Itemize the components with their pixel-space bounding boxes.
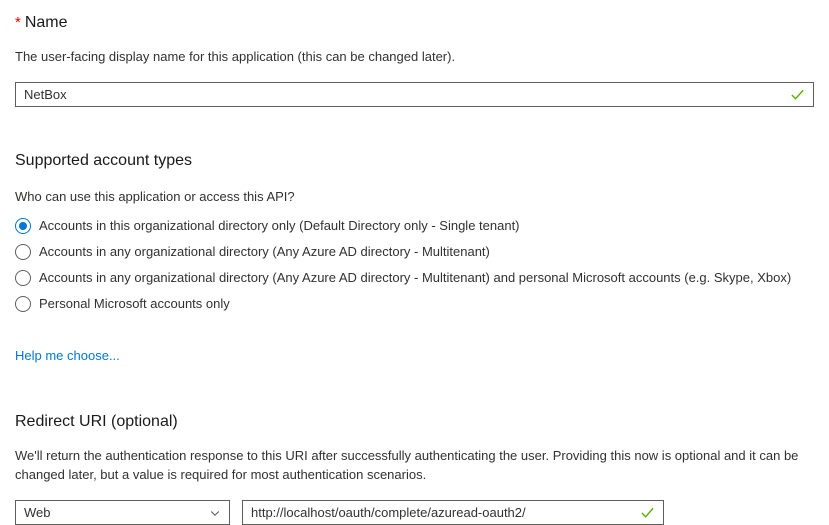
checkmark-icon [640, 505, 663, 520]
radio-option-label: Accounts in any organizational directory (Any Azure AD directory - Multitenant) [39, 244, 490, 259]
name-section-title [15, 12, 814, 33]
redirect-uri-input[interactable] [243, 501, 640, 524]
radio-button-icon[interactable] [15, 244, 31, 260]
redirect-uri-description: We'll return the authentication response to this URI after successfully authenticating the user. Providing this now is optional and it can be changed later, but a value is required for most authentication scenarios. [15, 448, 799, 482]
help-me-choose-link[interactable]: Help me choose... [15, 348, 120, 363]
redirect-uri-input-container [242, 500, 664, 525]
radio-button-icon[interactable] [15, 296, 31, 312]
section-spacer [15, 107, 814, 150]
radio-button-icon[interactable] [15, 270, 31, 286]
radio-option-multitenant[interactable] [15, 244, 814, 260]
required-asterisk: * [15, 14, 21, 31]
radio-option-personal-only[interactable] [15, 296, 814, 312]
platform-select-dropdown[interactable] [15, 500, 230, 525]
radio-option-multitenant-personal[interactable] [15, 270, 814, 286]
name-input-container [15, 82, 814, 107]
account-types-question: Who can use this application or access this API? [15, 189, 295, 204]
platform-selected-value: Web [24, 505, 51, 520]
name-description: The user-facing display name for this application (this can be changed later). [15, 49, 456, 64]
account-types-section [15, 150, 814, 365]
chevron-down-icon [209, 507, 221, 519]
name-input[interactable] [16, 83, 790, 106]
radio-option-label: Accounts in this organizational directory only (Default Directory only - Single tenant) [39, 218, 520, 233]
radio-button-icon[interactable] [15, 218, 31, 234]
radio-option-label: Accounts in any organizational directory (Any Azure AD directory - Multitenant) and personal Microsoft accounts (e.g. Skype, Xbox) [39, 270, 792, 285]
redirect-uri-row [15, 500, 814, 525]
account-types-radio-group [15, 218, 814, 312]
checkmark-icon [790, 87, 813, 102]
name-section [15, 12, 814, 107]
name-title-text: Name [24, 14, 68, 31]
radio-option-label: Personal Microsoft accounts only [39, 296, 230, 311]
redirect-uri-title: Redirect URI (optional) [15, 413, 178, 430]
account-types-title: Supported account types [15, 152, 193, 169]
redirect-uri-section [15, 411, 814, 525]
radio-option-single-tenant[interactable] [15, 218, 814, 234]
